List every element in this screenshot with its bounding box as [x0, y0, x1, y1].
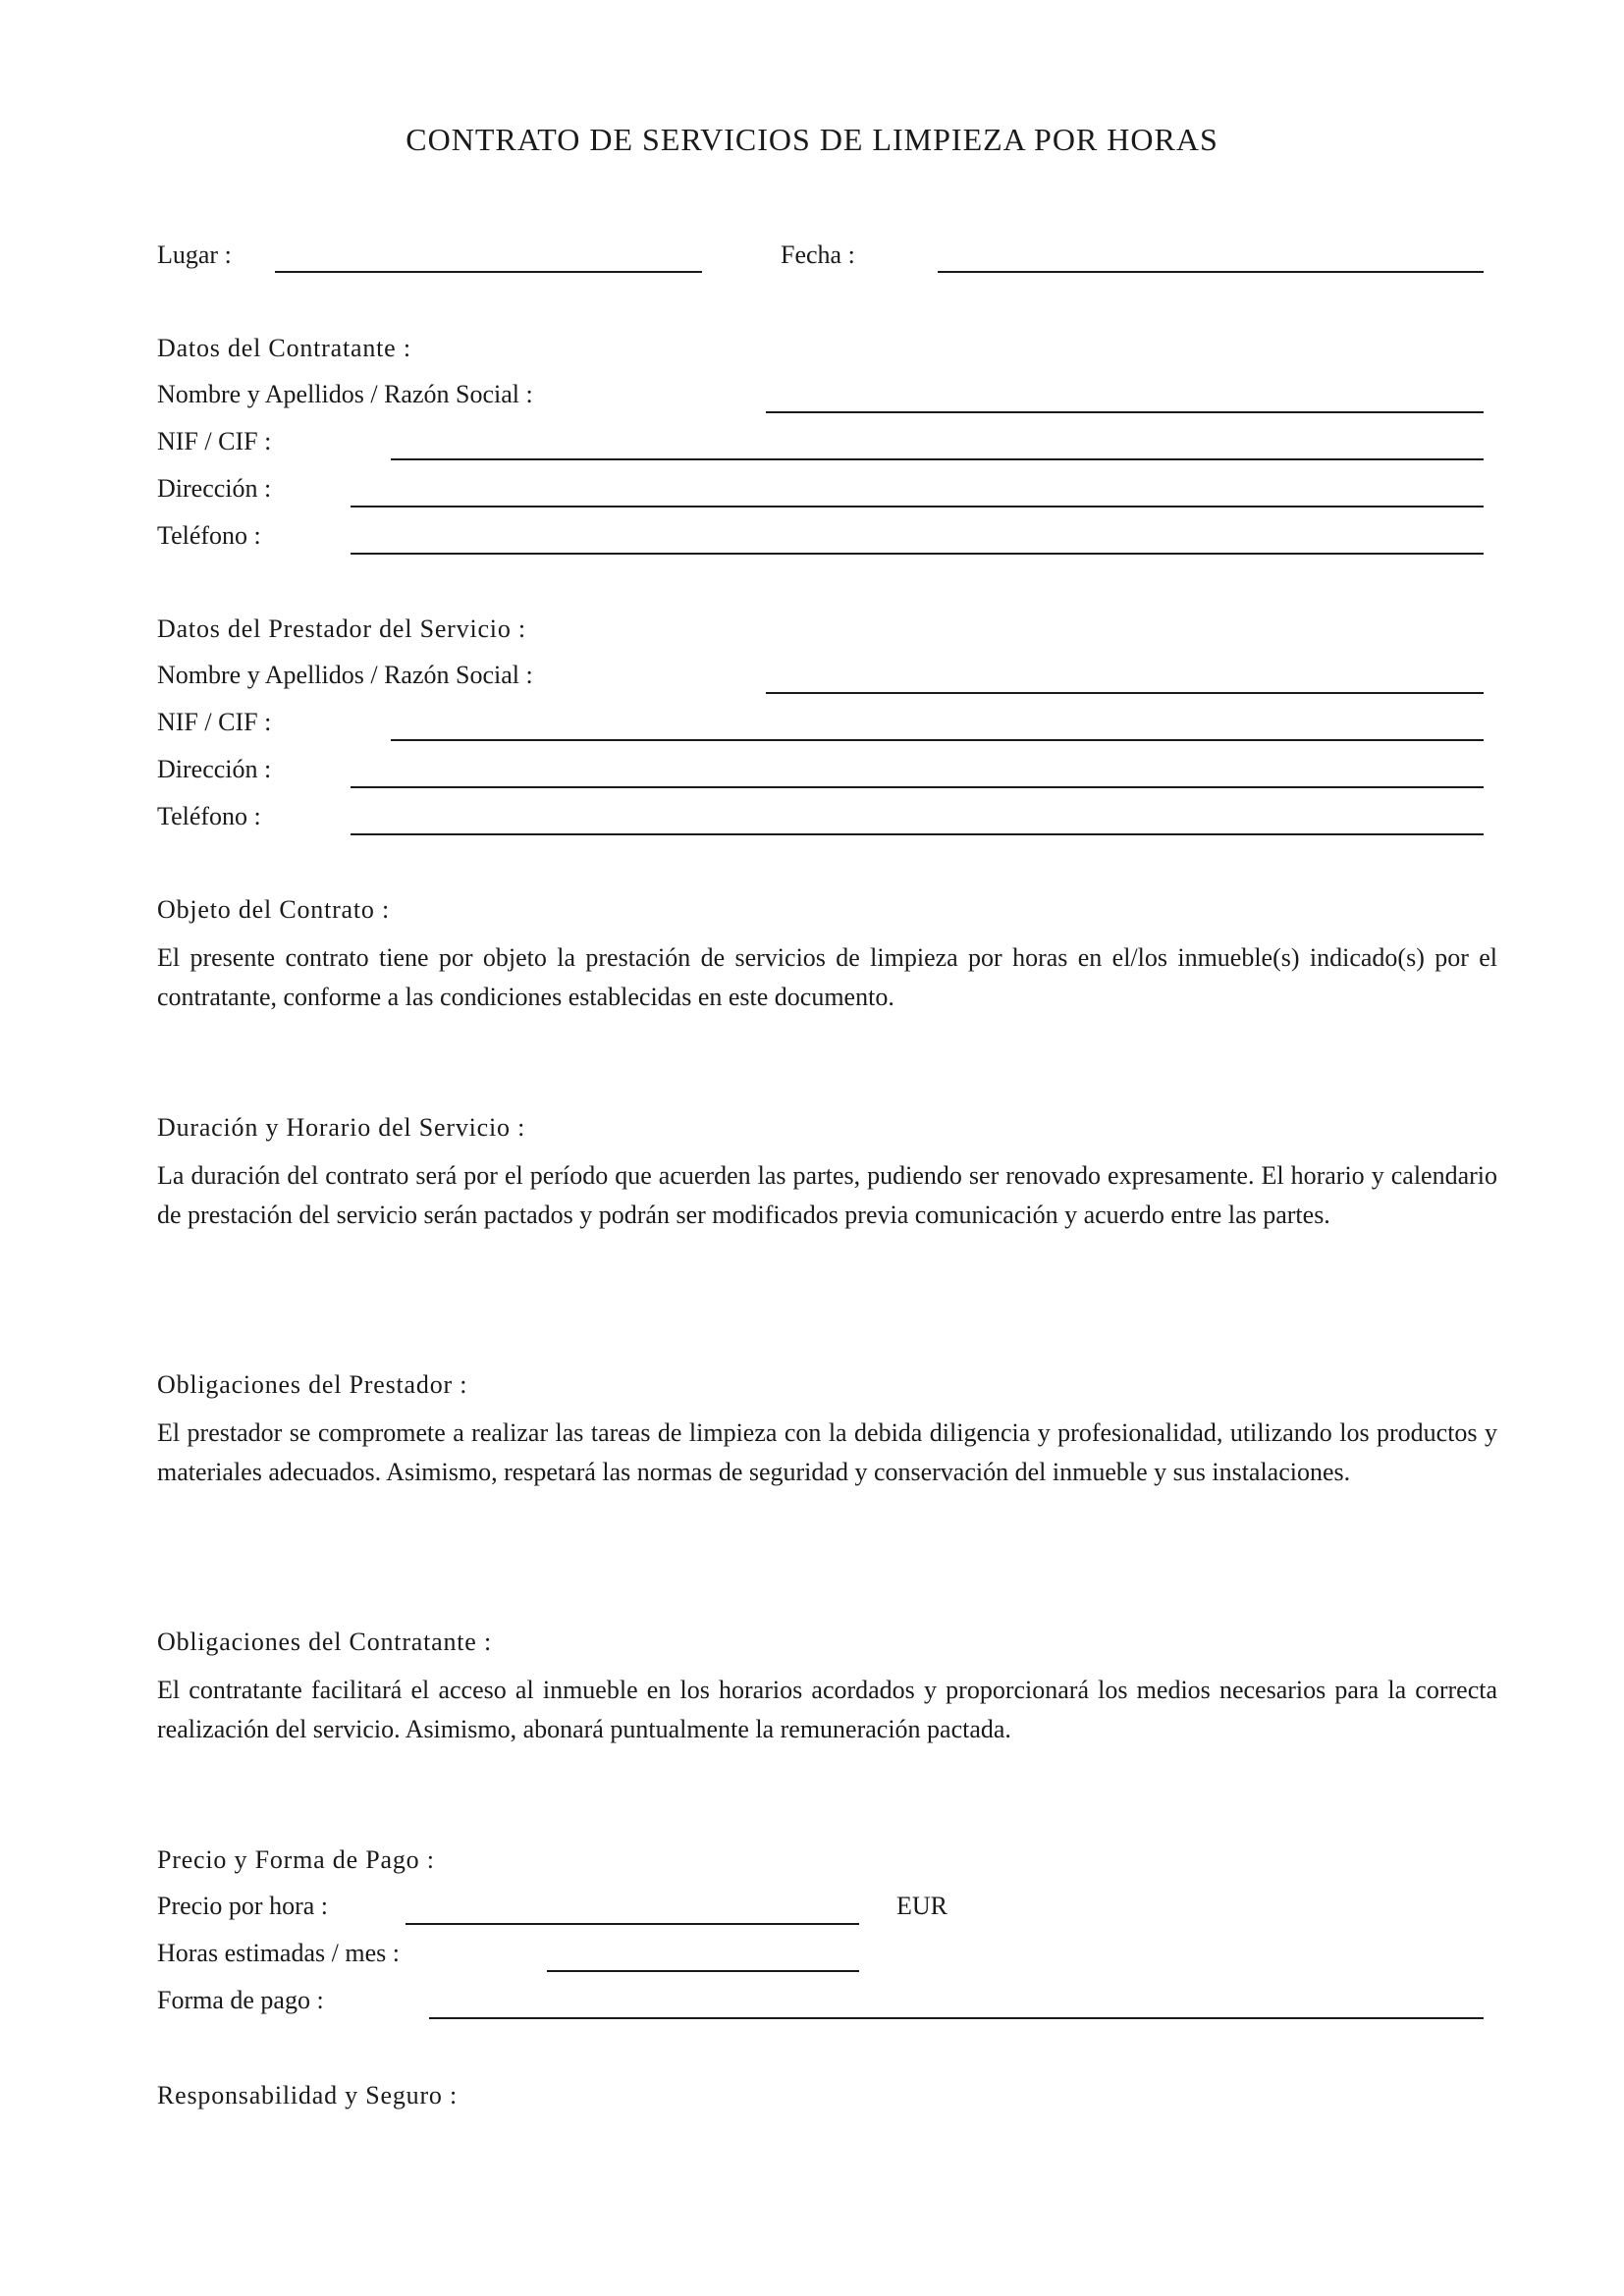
objeto-heading: Objeto del Contrato :: [157, 895, 391, 924]
prestador-nombre-label: Nombre y Apellidos / Razón Social :: [157, 661, 533, 689]
contratante-direccion-label: Dirección :: [157, 474, 272, 503]
obligaciones-prestador-heading: Obligaciones del Prestador :: [157, 1370, 468, 1399]
objeto-paragraph: El presente contrato tiene por objeto la prestación de servicios de limpieza por horas en el/los inmueble(s) indicado(s) por el contratante, conforme a las condiciones establecidas en este documento.: [157, 943, 1497, 1011]
contratante-nif-label: NIF / CIF :: [157, 427, 272, 455]
duracion-heading: Duración y Horario del Servicio :: [157, 1113, 526, 1142]
responsabilidad-heading: Responsabilidad y Seguro :: [157, 2081, 459, 2109]
contratante-nif-field-line[interactable]: [391, 458, 1484, 460]
precio-currency: EUR: [896, 1892, 947, 1920]
obligaciones-prestador-paragraph: El prestador se compromete a realizar las tareas de limpieza con la debida diligencia y profesionalidad, utilizando los productos y materiales adecuados. Asimismo, respetará las normas de seguridad y conservación del inmueble y sus instalaciones.: [157, 1418, 1497, 1486]
prestador-heading: Datos del Prestador del Servicio :: [157, 614, 526, 643]
document-title: CONTRATO DE SERVICIOS DE LIMPIEZA POR HORAS: [406, 122, 1218, 157]
precio-hora-label: Precio por hora :: [157, 1892, 329, 1920]
prestador-telefono-label: Teléfono :: [157, 802, 261, 830]
fecha-label: Fecha :: [781, 240, 855, 269]
contratante-telefono-field-line[interactable]: [351, 553, 1484, 555]
horas-estimadas-field-line[interactable]: [547, 1970, 859, 1972]
prestador-nif-field-line[interactable]: [391, 739, 1484, 741]
horas-estimadas-label: Horas estimadas / mes :: [157, 1939, 400, 1967]
prestador-nif-label: NIF / CIF :: [157, 708, 272, 736]
obligaciones-contratante-paragraph: El contratante facilitará el acceso al inmueble en los horarios acordados y proporcionará los medios necesarios para la correcta realización del servicio. Asimismo, abonará puntualmente la remuneración pactada.: [157, 1676, 1497, 1743]
contratante-heading: Datos del Contratante :: [157, 334, 411, 362]
lugar-field-line[interactable]: [275, 271, 702, 273]
prestador-telefono-field-line[interactable]: [351, 833, 1484, 835]
forma-pago-label: Forma de pago :: [157, 1986, 324, 2014]
prestador-direccion-label: Dirección :: [157, 755, 272, 783]
precio-heading: Precio y Forma de Pago :: [157, 1845, 435, 1874]
obligaciones-contratante-heading: Obligaciones del Contratante :: [157, 1628, 492, 1656]
contratante-nombre-label: Nombre y Apellidos / Razón Social :: [157, 380, 533, 408]
duracion-paragraph: La duración del contrato será por el período que acuerden las partes, pudiendo ser renovado expresamente. El horario y calendario de prestación del servicio serán pactados y podrán ser modificados previa comunicación y acuerdo entre las partes.: [157, 1161, 1497, 1229]
contratante-nombre-field-line[interactable]: [766, 411, 1484, 413]
contratante-direccion-field-line[interactable]: [351, 506, 1484, 507]
prestador-direccion-field-line[interactable]: [351, 786, 1484, 788]
contratante-telefono-label: Teléfono :: [157, 521, 261, 550]
prestador-nombre-field-line[interactable]: [766, 692, 1484, 694]
forma-pago-field-line[interactable]: [429, 2017, 1484, 2019]
lugar-label: Lugar :: [157, 240, 232, 269]
precio-hora-field-line[interactable]: [406, 1923, 859, 1925]
fecha-field-line[interactable]: [938, 271, 1484, 273]
